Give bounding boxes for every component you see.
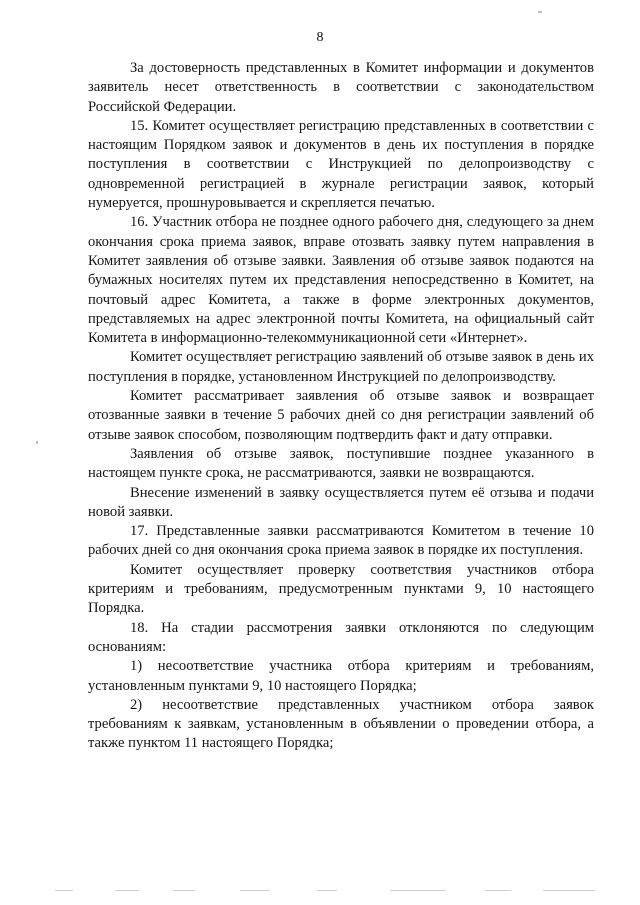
- paragraph-16-withdrawal: 16. Участник отбора не позднее одного рабочего дня, следующего за днем окончания срока приема заявок, вправе отозвать заявку путем направления в Комитет заявления об отзыве заявки. Заявления об отзыве заявок подаются на бумажных носителях путем их представления непосредственно в Комитет, на почтовый адрес Комитета, а также в форме электронных документов, представляемых на адрес электронной почты Комитета, на официальный сайт Комитета в информационно-телекоммуникационной сети «Интернет».: [88, 214, 594, 347]
- paragraph-18-rejection-grounds: 18. На стадии рассмотрения заявки отклоняются по следующим основаниям:: [88, 619, 594, 655]
- scan-dash: [55, 890, 73, 891]
- paragraph-withdrawal-registration: Комитет осуществляет регистрацию заявлений об отзыве заявок в день их поступления в порядке, установленном Инструкцией по делопроизводству.: [88, 349, 594, 385]
- scan-dash: [173, 890, 195, 891]
- scan-dash: [485, 890, 511, 891]
- paragraph-15-registration: 15. Комитет осуществляет регистрацию представленных в соответствии с настоящим Порядком заявок и документов в день их поступления в порядке поступления в соответствии с Инструкцией по делопроизводству с одновременной регистрацией в журнале регистрации заявок, который нумеруется, прошнуровывается и скрепляется печатью.: [88, 117, 594, 212]
- paragraph-17-review-period: 17. Представленные заявки рассматриваются Комитетом в течение 10 рабочих дней со дня окончания срока приема заявок в порядке их поступления.: [88, 523, 594, 559]
- paragraph-compliance-check: Комитет осуществляет проверку соответствия участников отбора критериям и требованиям, предусмотренным пунктами 9, 10 настоящего Порядка.: [88, 561, 594, 617]
- paragraph-withdrawal-review: Комитет рассматривает заявления об отзыве заявок и возвращает отозванные заявки в течение 5 рабочих дней со дня регистрации заявлений об отзыве заявок способом, позволяющим подтвердить факт и дату отправки.: [88, 388, 594, 443]
- page-number: 8: [316, 30, 324, 45]
- scan-footer-artifacts: [55, 890, 595, 894]
- paragraph-reliability: За достоверность представленных в Комитет информации и документов заявитель несет ответственность в соответствии с законодательством Российской Федерации.: [88, 60, 594, 115]
- scan-dash: [317, 890, 337, 891]
- scan-dash: [240, 890, 270, 891]
- scan-dash: [390, 890, 446, 891]
- document-body: [88, 59, 594, 754]
- scan-speck: [36, 441, 38, 444]
- scan-speck: [538, 11, 542, 13]
- scan-dash: [543, 890, 595, 891]
- scan-dash: [115, 890, 139, 891]
- list-item-rejection-2: 2) несоответствие представленных участником отбора заявок требованиям к заявкам, установленным в объявлении о проведении отбора, а также пунктом 11 настоящего Порядка;: [88, 696, 594, 752]
- paragraph-late-withdrawal: Заявления об отзыве заявок, поступившие позднее указанного в настоящем пункте срока, не рассматриваются, заявки не возвращаются.: [88, 445, 594, 482]
- list-item-rejection-1: 1) несоответствие участника отбора критериям и требованиям, установленным пунктами 9, 10 настоящего Порядка;: [88, 658, 594, 694]
- paragraph-amendments: Внесение изменений в заявку осуществляется путем её отзыва и подачи новой заявки.: [88, 484, 594, 520]
